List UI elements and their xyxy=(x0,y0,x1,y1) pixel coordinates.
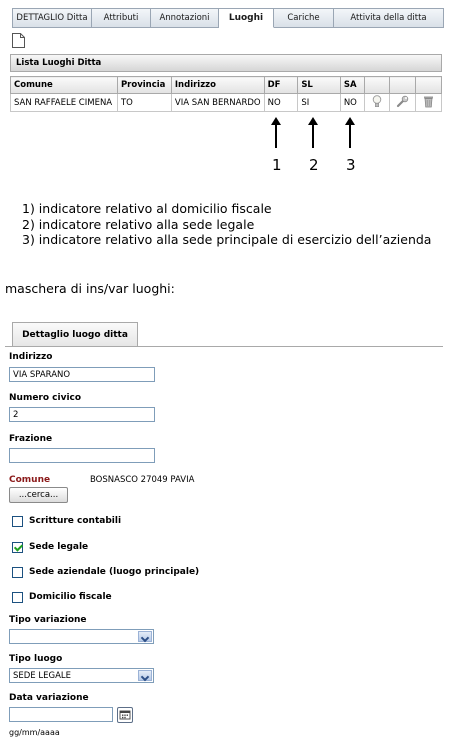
tipo-variazione-select[interactable] xyxy=(9,629,154,644)
legend-list xyxy=(22,201,431,248)
domicilio-fiscale-checkbox[interactable] xyxy=(12,592,23,603)
annotation-number: 1 xyxy=(272,156,282,174)
cell-detail xyxy=(364,94,390,112)
data-variazione-input[interactable] xyxy=(9,707,113,722)
column-header-comune[interactable]: Comune xyxy=(11,77,118,94)
column-header-indirizzo[interactable]: Indirizzo xyxy=(171,77,264,94)
cell-indirizzo: VIA SAN BERNARDO xyxy=(171,94,264,112)
sede-legale-checkbox[interactable] xyxy=(12,542,23,553)
tab-annotazioni[interactable]: Annotazioni xyxy=(151,8,219,28)
lightbulb-icon[interactable] xyxy=(372,95,382,108)
divider xyxy=(5,346,443,347)
cell-edit xyxy=(390,94,416,112)
tipo-luogo-select[interactable] xyxy=(9,668,154,683)
trash-icon[interactable] xyxy=(423,95,434,108)
column-header-sl[interactable]: SL xyxy=(298,77,341,94)
indirizzo-input[interactable]: VIA SPARANO xyxy=(9,367,155,382)
tab-attributi[interactable]: Attributi xyxy=(92,8,151,28)
sede-aziendale-checkbox[interactable] xyxy=(12,567,23,578)
date-format-hint: gg/mm/aaaa xyxy=(9,728,60,737)
column-header-blank xyxy=(364,77,390,94)
tipo-luogo-label: Tipo luogo xyxy=(9,654,63,664)
wrench-icon[interactable] xyxy=(396,95,409,108)
frazione-label: Frazione xyxy=(9,434,53,444)
data-variazione-label: Data variazione xyxy=(9,693,89,703)
list-title: Lista Luoghi Ditta xyxy=(10,54,442,72)
tab-luoghi[interactable]: Luoghi xyxy=(219,8,274,28)
chevron-down-icon[interactable] xyxy=(138,631,152,642)
frazione-input[interactable] xyxy=(9,448,155,463)
tab-cariche[interactable]: Cariche xyxy=(274,8,334,28)
comune-value: BOSNASCO 27049 PAVIA xyxy=(90,475,195,485)
legend-item: 1) indicatore relativo al domicilio fiscale xyxy=(22,201,272,216)
mask-label: maschera di ins/var luoghi: xyxy=(5,281,175,296)
cell-provincia: TO xyxy=(117,94,171,112)
scritture-contabili-checkbox[interactable] xyxy=(12,516,23,527)
column-header-sa[interactable]: SA xyxy=(340,77,364,94)
cell-sl: SI xyxy=(298,94,341,112)
cell-df: NO xyxy=(264,94,298,112)
column-header-provincia[interactable]: Provincia xyxy=(117,77,171,94)
legend-item: 2) indicatore relativo alla sede legale xyxy=(22,216,255,232)
tipo-variazione-label: Tipo variazione xyxy=(9,615,87,625)
arrow-up-icon xyxy=(344,116,356,148)
numero-civico-input[interactable]: 2 xyxy=(9,407,155,422)
numero-civico-label: Numero civico xyxy=(9,393,82,403)
arrow-up-icon xyxy=(270,116,282,148)
table-header-row xyxy=(11,77,442,94)
calendar-icon xyxy=(118,708,132,722)
tab-dettaglio-ditta[interactable]: DETTAGLIO Ditta xyxy=(12,8,92,28)
new-document-icon[interactable] xyxy=(12,33,25,48)
legend-item: 3) indicatore relativo alla sede principale di esercizio dell’azienda xyxy=(22,232,432,247)
comune-label: Comune xyxy=(9,475,51,485)
column-header-blank xyxy=(390,77,416,94)
cerca-button[interactable]: ...cerca... xyxy=(9,487,68,503)
column-header-df[interactable]: DF xyxy=(264,77,298,94)
arrow-up-icon xyxy=(307,116,319,148)
luoghi-table xyxy=(10,76,442,112)
cell-sa: NO xyxy=(340,94,364,112)
chevron-down-icon[interactable] xyxy=(138,670,152,681)
annotation-number: 3 xyxy=(346,156,356,174)
scritture-contabili-label: Scritture contabili xyxy=(29,516,122,526)
column-header-blank xyxy=(416,77,442,94)
table-row[interactable] xyxy=(11,94,442,112)
sede-legale-label: Sede legale xyxy=(29,542,89,552)
cell-comune: SAN RAFFAELE CIMENA xyxy=(11,94,118,112)
calendar-button[interactable] xyxy=(117,707,133,723)
tab-dettaglio-luogo[interactable]: Dettaglio luogo ditta xyxy=(12,322,138,346)
indirizzo-label: Indirizzo xyxy=(9,352,53,362)
tipo-luogo-value: SEDE LEGALE xyxy=(13,671,71,681)
cell-delete xyxy=(416,94,442,112)
tab-attivita-ditta[interactable]: Attivita della ditta xyxy=(334,8,444,28)
annotation-number: 2 xyxy=(309,156,319,174)
tab-bar xyxy=(12,8,444,28)
domicilio-fiscale-label: Domicilio fiscale xyxy=(29,592,112,602)
sede-aziendale-label: Sede aziendale (luogo principale) xyxy=(29,567,200,577)
